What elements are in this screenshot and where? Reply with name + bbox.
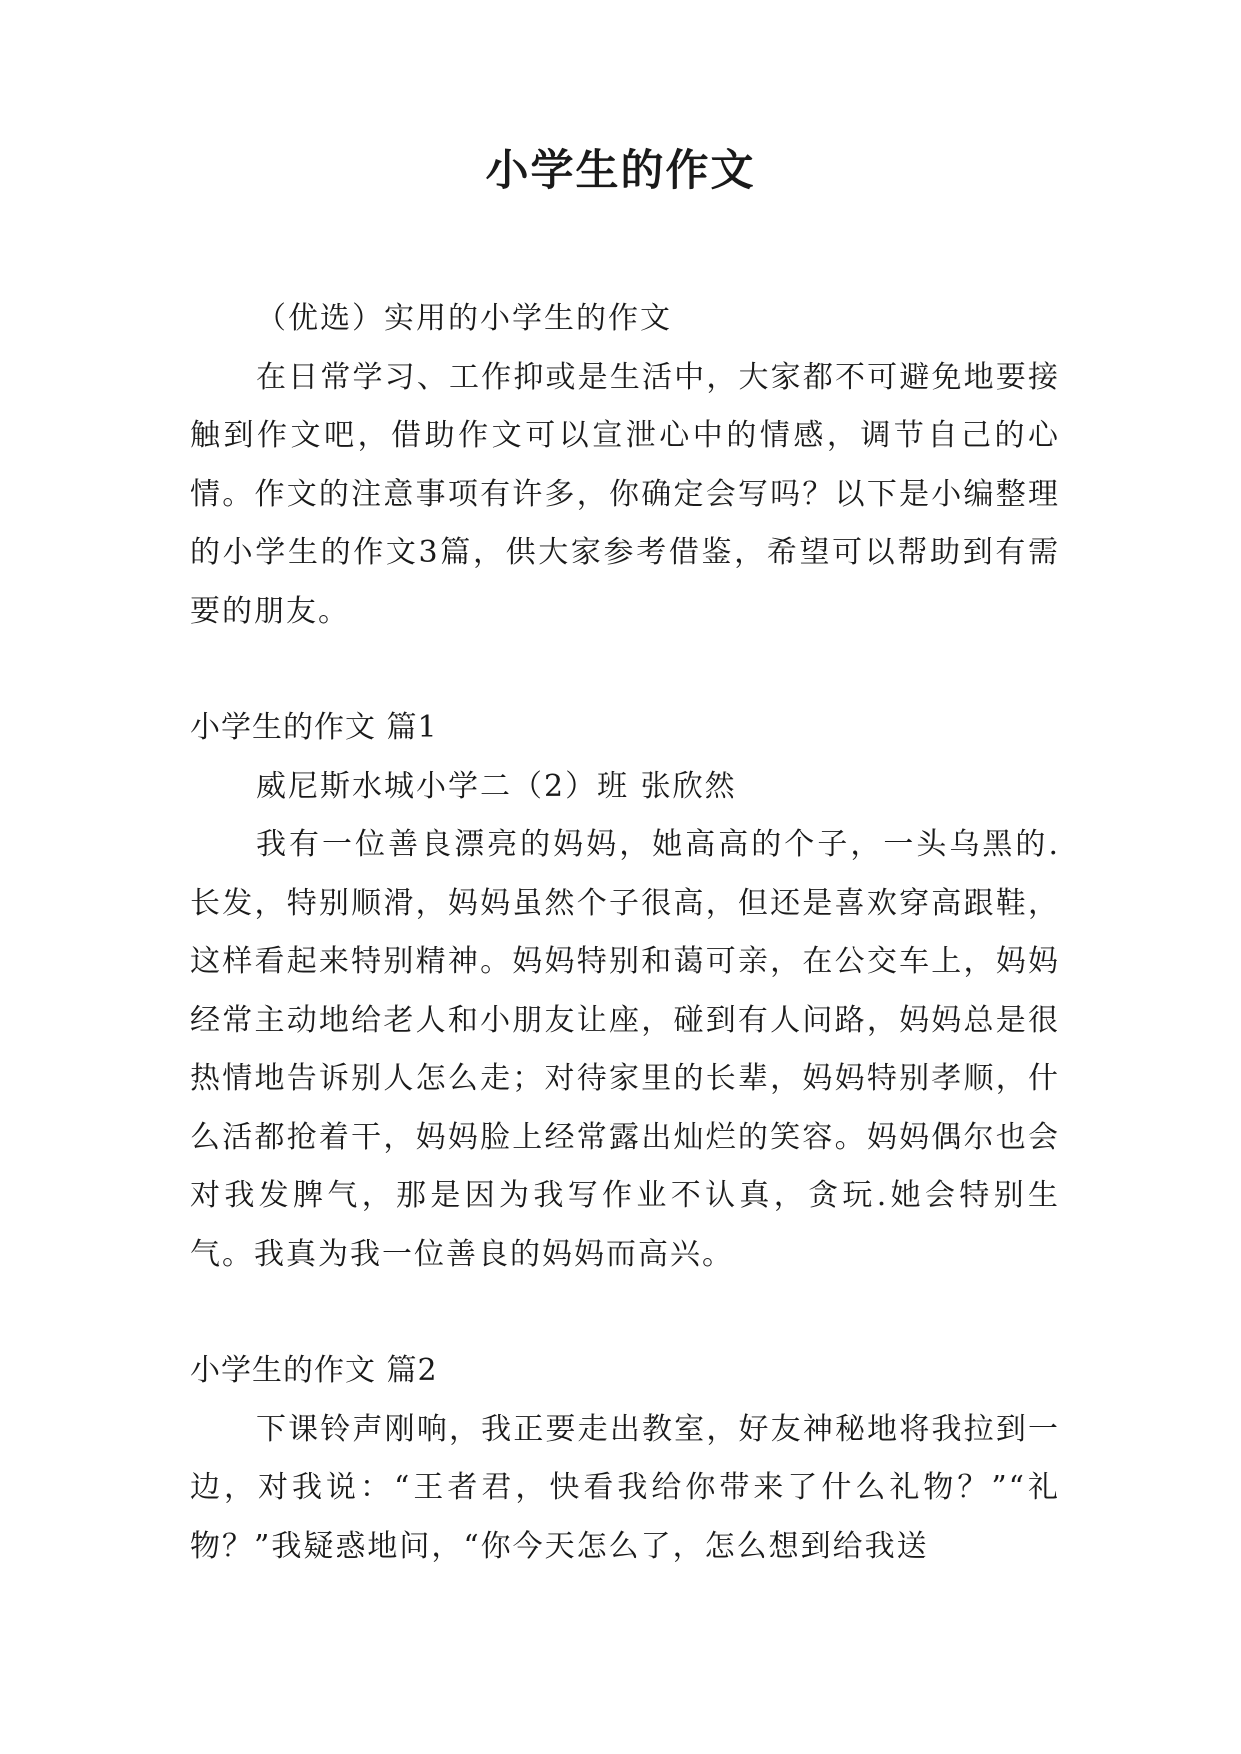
section-heading-1: 小学生的作文 篇1 [190, 710, 438, 745]
section-heading-2: 小学生的作文 篇2 [190, 1353, 438, 1388]
section-2-paragraph: 下课铃声刚响，我正要走出教室，好友神秘地将我拉到一边，对我说：“王者君，快看我给你带来了什么礼物？”“礼物？”我疑惑地问，“你今天怎么了，怎么想到给我送 [190, 1411, 1060, 1564]
document-body [190, 290, 1060, 1576]
document-subtitle: （优选）实用的小学生的作文 [256, 301, 672, 336]
document-title: 小学生的作文 [485, 146, 756, 196]
intro-paragraph: 在日常学习、工作抑或是生活中，大家都不可避免地要接触到作文吧，借助作文可以宣泄心中的情感，调节自己的心情。作文的注意事项有许多，你确定会写吗？以下是小编整理的小学生的作文3篇，供大家参考借鉴，希望可以帮助到有需要的朋友。 [190, 359, 1060, 629]
author-line: 威尼斯水城小学二（2）班 张欣然 [256, 768, 737, 804]
section-1-paragraph: 我有一位善良漂亮的妈妈，她高高的个子，一头乌黑的.长发，特别顺滑，妈妈虽然个子很高，但还是喜欢穿高跟鞋，这样看起来特别精神。妈妈特别和蔼可亲，在公交车上，妈妈经常主动地给老人和小朋友让座，碰到有人问路，妈妈总是很热情地告诉别人怎么走；对待家里的长辈，妈妈特别孝顺，什么活都抢着干，妈妈脸上经常露出灿烂的笑容。妈妈偶尔也会对我发脾气，那是因为我写作业不认真，贪玩.她会特别生气。我真为我一位善良的妈妈而高兴。 [190, 827, 1060, 1272]
